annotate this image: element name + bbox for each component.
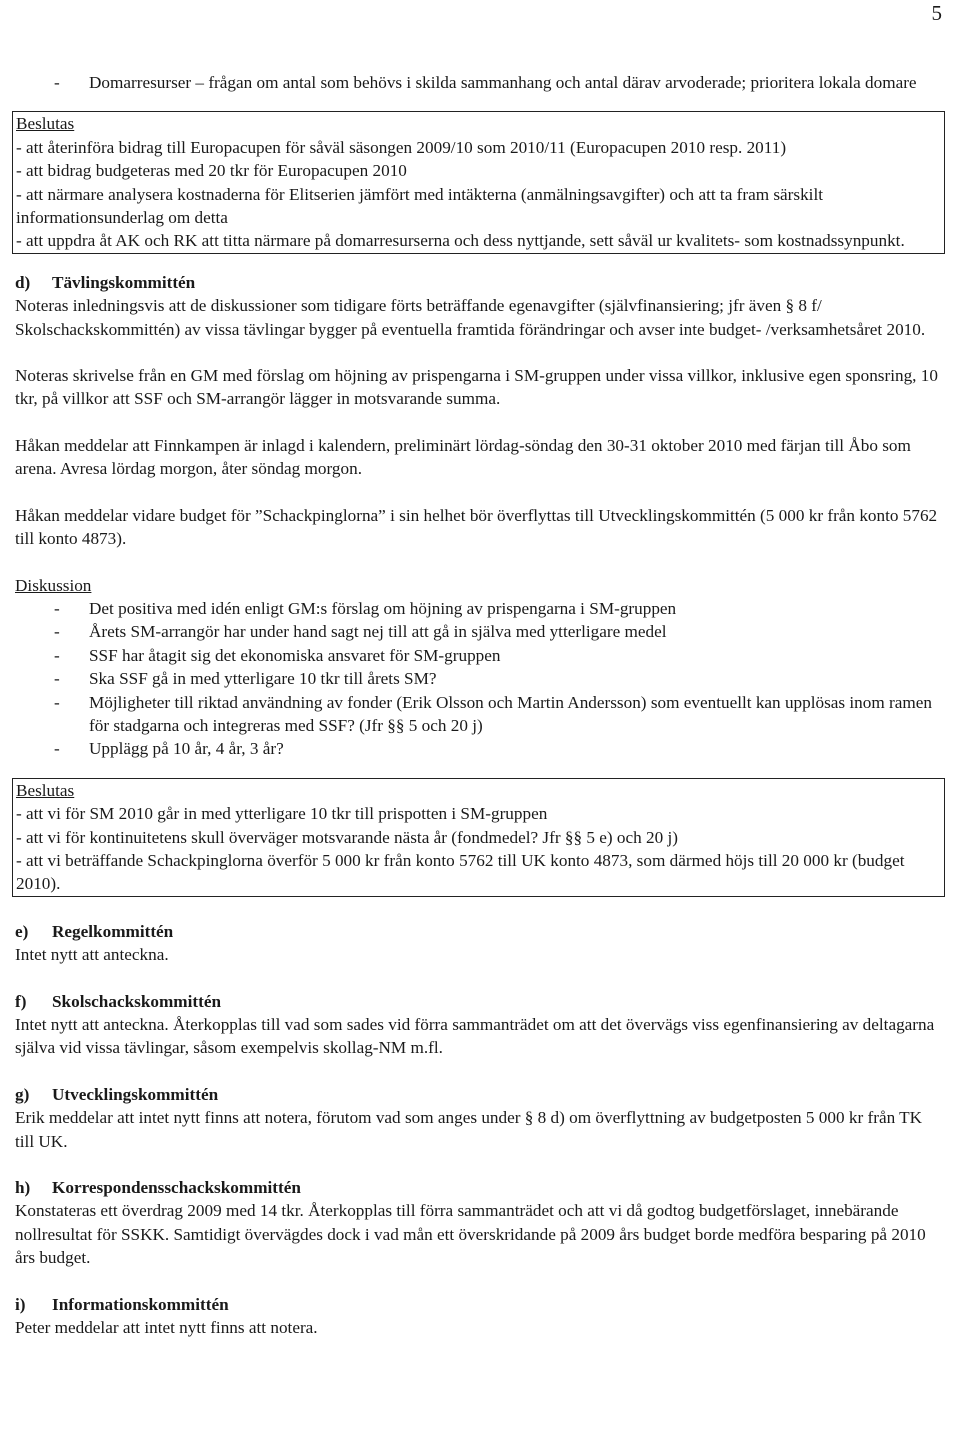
list-dash: - [54,669,60,689]
decision-line: - att bidrag budgeteras med 20 tkr för Europacupen 2010 [16,161,407,181]
section-heading-h [15,1176,945,1199]
list-item [15,71,945,94]
list-dash: - [54,645,60,665]
section-heading-f [15,990,945,1013]
list-item [15,597,945,620]
list-dash: - [54,739,60,759]
discussion-list [15,597,945,761]
decision-line: - att återinföra bidrag till Europacupen för såväl säsongen 2009/10 som 2010/11 (Europacupen 2010 resp. 2011) [16,137,787,157]
section-heading-d [15,271,945,294]
paragraph: Håkan meddelar att Finnkampen är inlagd i kalendern, preliminärt lördag-söndag den 30-31 oktober 2010 med färjan till Åbo som arena. Avresa lördag morgon, åter söndag morgon. [15,435,911,479]
decision-box-1 [12,111,945,253]
section-title: Informationskommittén [52,1294,229,1314]
list-dash: - [54,73,60,92]
section-letter: f) [15,991,27,1011]
list-dash: - [54,622,60,642]
list-item [15,644,945,667]
section-title: Korrespondensschackskommittén [52,1178,301,1198]
section-title: Utvecklingskommittén [52,1084,219,1104]
decision-box-2 [12,778,945,897]
section-letter: e) [15,921,29,941]
paragraph: Noteras skrivelse från en GM med förslag om höjning av prispengarna i SM-gruppen under vissa villkor, inklusive egen sponsring, 10 tkr, på villkor att SSF och SM-arrangör lägger in motsvarande summa. [15,366,938,409]
list-item-text: SSF har åtagit sig det ekonomiska ansvaret för SM-gruppen [89,645,501,665]
section-title: Tävlingskommittén [52,272,196,292]
document-body [15,71,945,1339]
decision-heading: Beslutas [16,780,75,800]
section-letter: i) [15,1294,26,1314]
list-item-text: Ska SSF gå in med ytterligare 10 tkr till årets SM? [89,669,437,689]
section-heading-g [15,1083,945,1106]
page-number: 5 [931,1,942,25]
section-letter: g) [15,1084,30,1104]
paragraph: Håkan meddelar vidare budget för ”Schackpinglorna” i sin helhet bör överflyttas till Utvecklingskommittén (5 000 kr från konto 5762 till konto 4873). [15,505,938,549]
decision-line: - att uppdra åt AK och RK att titta närmare på domarresurserna och dess nyttjande, sett såväl ur kvalitets- som kostnadssynpunkt. [16,231,905,251]
section-title: Regelkommittén [52,921,174,941]
list-item [15,737,945,760]
decision-heading: Beslutas [16,114,75,134]
paragraph: Intet nytt att anteckna. Återkopplas till vad som sades vid förra sammanträdet om att det övervägs viss egenfinansiering av deltagarna själva vid vissa tävlingar, såsom exempelvis skollag-NM m.fl. [15,1015,935,1058]
decision-line: - att närmare analysera kostnaderna för Elitserien jämfört med intäkterna (anmälningsavgifter) och att ta fram särskilt informationsunderlag om detta [16,184,824,228]
list-item [15,620,945,643]
paragraph: Noteras inledningsvis att de diskussioner som tidigare förts beträffande egenavgifter (självfinansiering; jfr även § 8 f/ Skolschackskommittén) av vissa tävlingar bygger på eventuella framtida förändringar och avser inte budget- /verksamhetsåret 2010. [15,296,926,339]
intro-list [15,71,945,94]
list-item [15,667,945,690]
list-item-text: Domarresurser – frågan om antal som behövs i skilda sammanhang och antal därav arvoderade; prioritera lokala domare [89,73,917,92]
list-item [15,691,945,738]
decision-line: - att vi för kontinuitetens skull överväger motsvarande nästa år (fondmedel? Jfr §§ 5 e) och 20 j) [16,827,678,847]
paragraph: Erik meddelar att intet nytt finns att notera, förutom vad som anges under § 8 d) om överflyttning av budgetposten 5 000 kr från TK till UK. [15,1108,923,1151]
list-item-text: Det positiva med idén enligt GM:s förslag om höjning av prispengarna i SM-gruppen [89,598,677,618]
section-title: Skolschackskommittén [52,991,222,1011]
paragraph: Peter meddelar att intet nytt finns att notera. [15,1318,318,1338]
list-item-text: Årets SM-arrangör har under hand sagt nej till att gå in själva med ytterligare medel [89,622,667,642]
section-heading-e [15,920,945,943]
list-item-text: Möjligheter till riktad användning av fonder (Erik Olsson och Martin Andersson) som eventuellt kan upplösas inom ramen för stadgarna och integreras med SSF? (Jfr §§ 5 och 20 j) [89,692,932,735]
decision-line: - att vi för SM 2010 går in med ytterligare 10 tkr till prispotten i SM-gruppen [16,804,548,824]
paragraph: Konstateras ett överdrag 2009 med 14 tkr. Återkopplas till förra sammanträdet och att vi då godtog budgetförslaget, innebärande nollresultat för SSKK. Samtidigt övervägdes dock i vad mån ett överskridande på 2009 års budget borde medföra besparing på 2010 års budget. [15,1201,926,1268]
section-letter: h) [15,1178,31,1198]
decision-line: - att vi beträffande Schackpinglorna överför 5 000 kr från konto 5762 till UK konto 4873, som därmed höjs till 20 000 kr (budget 2010). [16,850,905,894]
list-dash: - [54,692,60,712]
paragraph: Intet nytt att anteckna. [15,945,169,965]
section-letter: d) [15,272,31,292]
discussion-heading: Diskussion [15,575,92,595]
list-item-text: Upplägg på 10 år, 4 år, 3 år? [89,739,284,759]
list-dash: - [54,598,60,618]
section-heading-i [15,1293,945,1316]
